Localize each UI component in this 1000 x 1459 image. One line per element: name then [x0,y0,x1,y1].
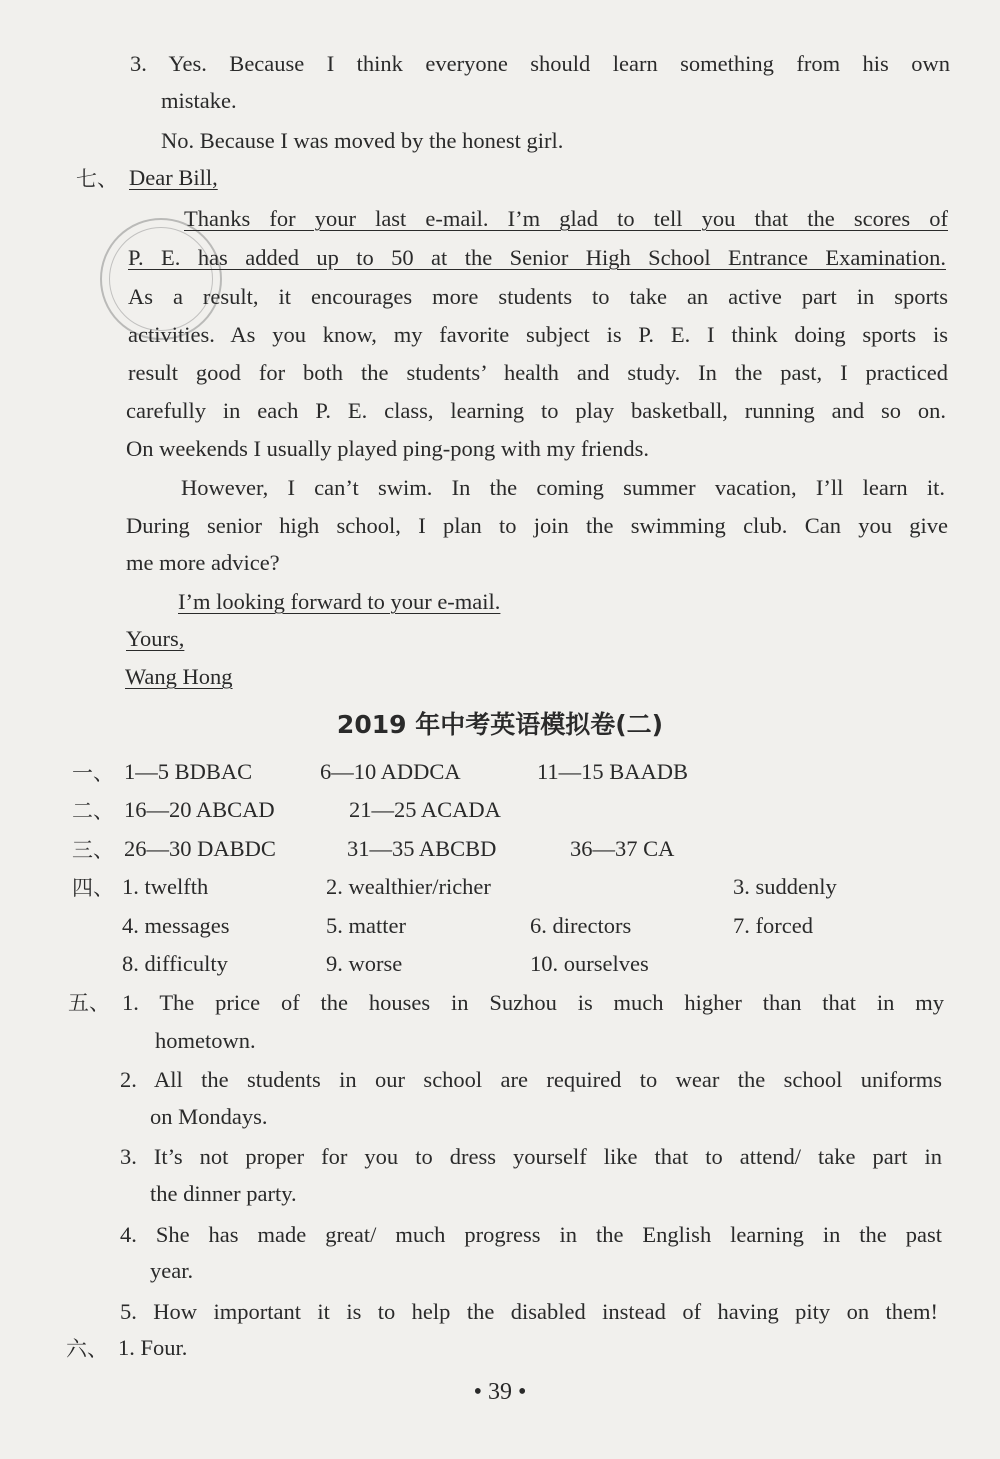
answer-3-line2: mistake. [161,88,237,113]
section-4-item-7: 7. forced [733,913,813,938]
letter-p1-line7: On weekends I usually played ping-pong with my friends. [126,436,650,461]
section-5-item-3-line2: the dinner party. [150,1181,297,1206]
letter-p2-line2: During senior high school, I plan to join the swimming club. Can you give [126,513,948,538]
section-5-item-1-line2: hometown. [155,1028,256,1053]
section-4-item-6: 6. directors [530,913,632,938]
section-4-item-9: 9. worse [326,951,403,976]
section-4-item-2: 2. wealthier/richer [326,874,491,899]
letter-p1-line5: result good for both the students’ health and study. In the past, I practiced [128,360,948,385]
section-3-mark: 三、 [72,838,114,862]
letter-p1-line6: carefully in each P. E. class, learning to play basketball, running and so on. [126,398,946,423]
section-1-answers-b: 6—10 ADDCA [320,759,461,784]
section-4-item-3: 3. suddenly [733,874,837,899]
section-1-answers-c: 11—15 BAADB [537,759,689,784]
exam-title: 2019 年中考英语模拟卷(二) [336,710,664,739]
page-number: • 39 • [473,1379,527,1405]
answer-3-line1: 3. Yes. Because I think everyone should learn something from his own [130,51,950,76]
section-4-item-8: 8. difficulty [122,951,228,976]
letter-p1-line2: P. E. has added up to 50 at the Senior High School Entrance Examination. [128,245,946,270]
section-5-item-1-line1: 1. The price of the houses in Suzhou is much higher than that in my [122,990,944,1015]
section-3-answers-c: 36—37 CA [570,836,675,861]
letter-p1-line1: Thanks for your last e-mail. I’m glad to tell you that the scores of [184,206,948,231]
section-7-mark: 七、 [76,167,118,191]
section-5-item-2-line2: on Mondays. [150,1104,268,1129]
letter-p2-line1: However, I can’t swim. In the coming summer vacation, I’ll learn it. [181,475,945,500]
section-2-mark: 二、 [72,799,114,823]
letter-p2-line3: me more advice? [126,550,280,575]
letter-p1-line3: As a result, it encourages more students to take an active part in sports [128,284,948,309]
section-3-answers-a: 26—30 DABDC [124,836,276,861]
letter-signature: Wang Hong [125,664,233,689]
section-6-mark: 六、 [66,1337,108,1361]
section-4-item-4: 4. messages [122,913,230,938]
answer-3-line3: No. Because I was moved by the honest girl. [161,128,564,153]
section-2-answers-a: 16—20 ABCAD [124,797,275,822]
section-4-mark: 四、 [72,876,114,900]
letter-signoff: Yours, [126,626,185,651]
section-5-item-4-line2: year. [150,1258,194,1283]
section-2-answers-b: 21—25 ACADA [349,797,501,822]
letter-p1-line4: activities. As you know, my favorite subject is P. E. I think doing sports is [128,322,948,347]
section-5-item-2-line1: 2. All the students in our school are required to wear the school uniforms [120,1067,942,1092]
section-4-item-1: 1. twelfth [122,874,209,899]
section-5-item-5: 5. How important it is to help the disabled instead of having pity on them! [120,1299,938,1324]
section-4-item-5: 5. matter [326,913,406,938]
letter-greeting: Dear Bill, [129,165,218,190]
letter-closing-line: I’m looking forward to your e-mail. [178,589,501,614]
section-5-mark: 五、 [68,991,110,1015]
section-5-item-3-line1: 3. It’s not proper for you to dress yourself like that to attend/ take part in [120,1144,942,1169]
section-4-item-10: 10. ourselves [530,951,649,976]
section-6-item-1: 1. Four. [118,1335,188,1360]
section-1-mark: 一、 [72,761,114,785]
section-5-item-4-line1: 4. She has made great/ much progress in the English learning in the past [120,1222,942,1247]
section-3-answers-b: 31—35 ABCBD [347,836,497,861]
section-1-answers-a: 1—5 BDBAC [124,759,253,784]
